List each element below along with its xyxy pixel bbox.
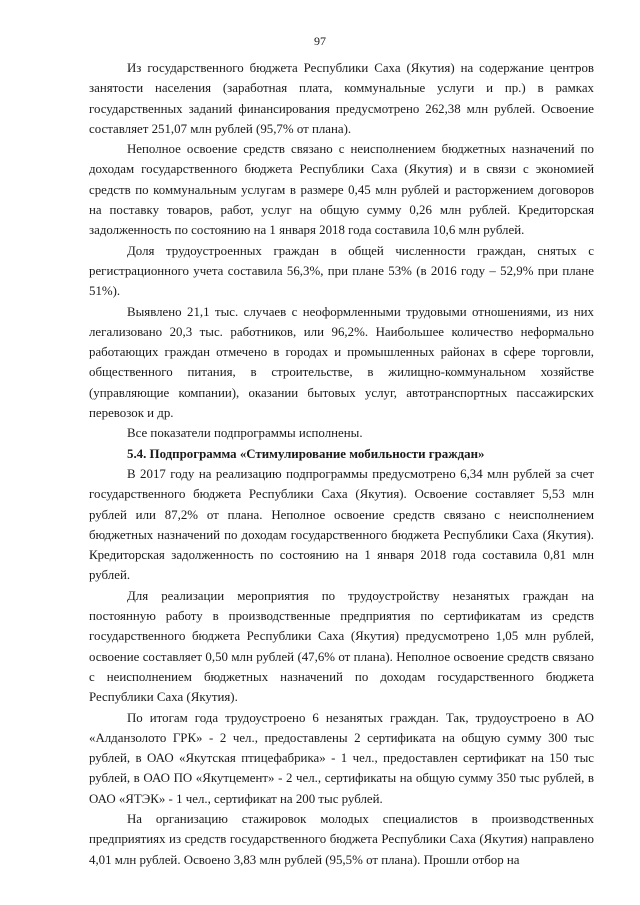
paragraph-employed-results: По итогам года трудоустроено 6 незанятых граждан. Так, трудоустроено в АО «Алданзолото ГРК» - 2 чел., предоставлены 2 сертификата на общую сумму 300 тыс рублей, в ОАО «Якутская птицефабрика» - 1 чел., предоставлен сертификат на 150 тыс рублей, в ОАО ПО «Якутцемент» - 2 чел., сертификаты на общую сумму 350 тыс рублей, в ОАО «ЯТЭК» - 1 чел., сертификат на 200 тыс рублей. <box>89 710 594 806</box>
page-number: 97 <box>314 34 326 48</box>
paragraph-indicators-met: Все показатели подпрограммы исполнены. <box>127 426 363 441</box>
paragraph-employed-share: Доля трудоустроенных граждан в общей численности граждан, снятых с регистрационного учета составила 56,3%, при плане 53% (в 2016 году – 52,9% при плане 51%). <box>89 243 594 299</box>
paragraph-informal-employment: Выявлено 21,1 тыс. случаев с неоформленными трудовыми отношениями, из них легализовано 20,3 тыс. работников, или 96,2%. Наибольшее количество неформально работающих граждан отмечено в городах и промышленных районах в сфере торговли, общественного питания, в строительстве, в жилищно-коммунальном хозяйстве (управляющие компании), оказании бытовых услуг, автотранспортных пассажирских перевозок и др. <box>89 304 594 421</box>
paragraph-employment-centers-funding: Из государственного бюджета Республики Саха (Якутия) на содержание центров занятости населения (заработная плата, коммунальные услуги и пр.) в рамках государственных заданий финансирования предусмотрено 262,38 млн рублей. Освоение составляет 251,07 млн рублей (95,7% от плана). <box>89 61 594 136</box>
paragraph-subprogram-budget: В 2017 году на реализацию подпрограммы предусмотрено 6,34 млн рублей за счет государственного бюджета Республики Саха (Якутия). Освоение составляет 5,53 млн рублей или 87,2% от плана. Неполное освоение средств связано с неисполнением бюджетных назначений по доходам государственного бюджета Республики Саха (Якутия). Кредиторская задолженность по состоянию на 1 января 2018 года составила 0,81 млн рублей. <box>89 466 594 583</box>
paragraph-underspending-reasons: Неполное освоение средств связано с неисполнением бюджетных назначений по доходам государственного бюджета Республики Саха (Якутия) и в связи с экономией средств по коммунальным услугам в размере 0,45 млн рублей и расторжением договоров на поставку товаров, работ, услуг на общую сумму 0,26 млн рублей. Кредиторская задолженность по состоянию на 1 января 2018 года составила 10,6 млн рублей. <box>89 142 594 238</box>
document-body <box>89 58 594 870</box>
section-heading-mobility-subprogram: 5.4. Подпрограмма «Стимулирование мобильности граждан» <box>127 446 485 461</box>
paragraph-certificates-funding: Для реализации мероприятия по трудоустройству незанятых граждан на постоянную работу в производственные предприятия по сертификатам из средств государственного бюджета Республики Саха (Якутия) предусмотрено 1,05 млн рублей, освоение составляет 0,50 млн рублей (47,6% от плана). Неполное освоение средств связано с неисполнением бюджетных назначений по доходам государственного бюджета Республики Саха (Якутия). <box>89 588 594 705</box>
paragraph-internships: На организацию стажировок молодых специалистов в производственных предприятиях из средств государственного бюджета Республики Саха (Якутия) направлено 4,01 млн рублей. Освоено 3,83 млн рублей (95,5% от плана). Прошли отбор на <box>89 811 594 867</box>
